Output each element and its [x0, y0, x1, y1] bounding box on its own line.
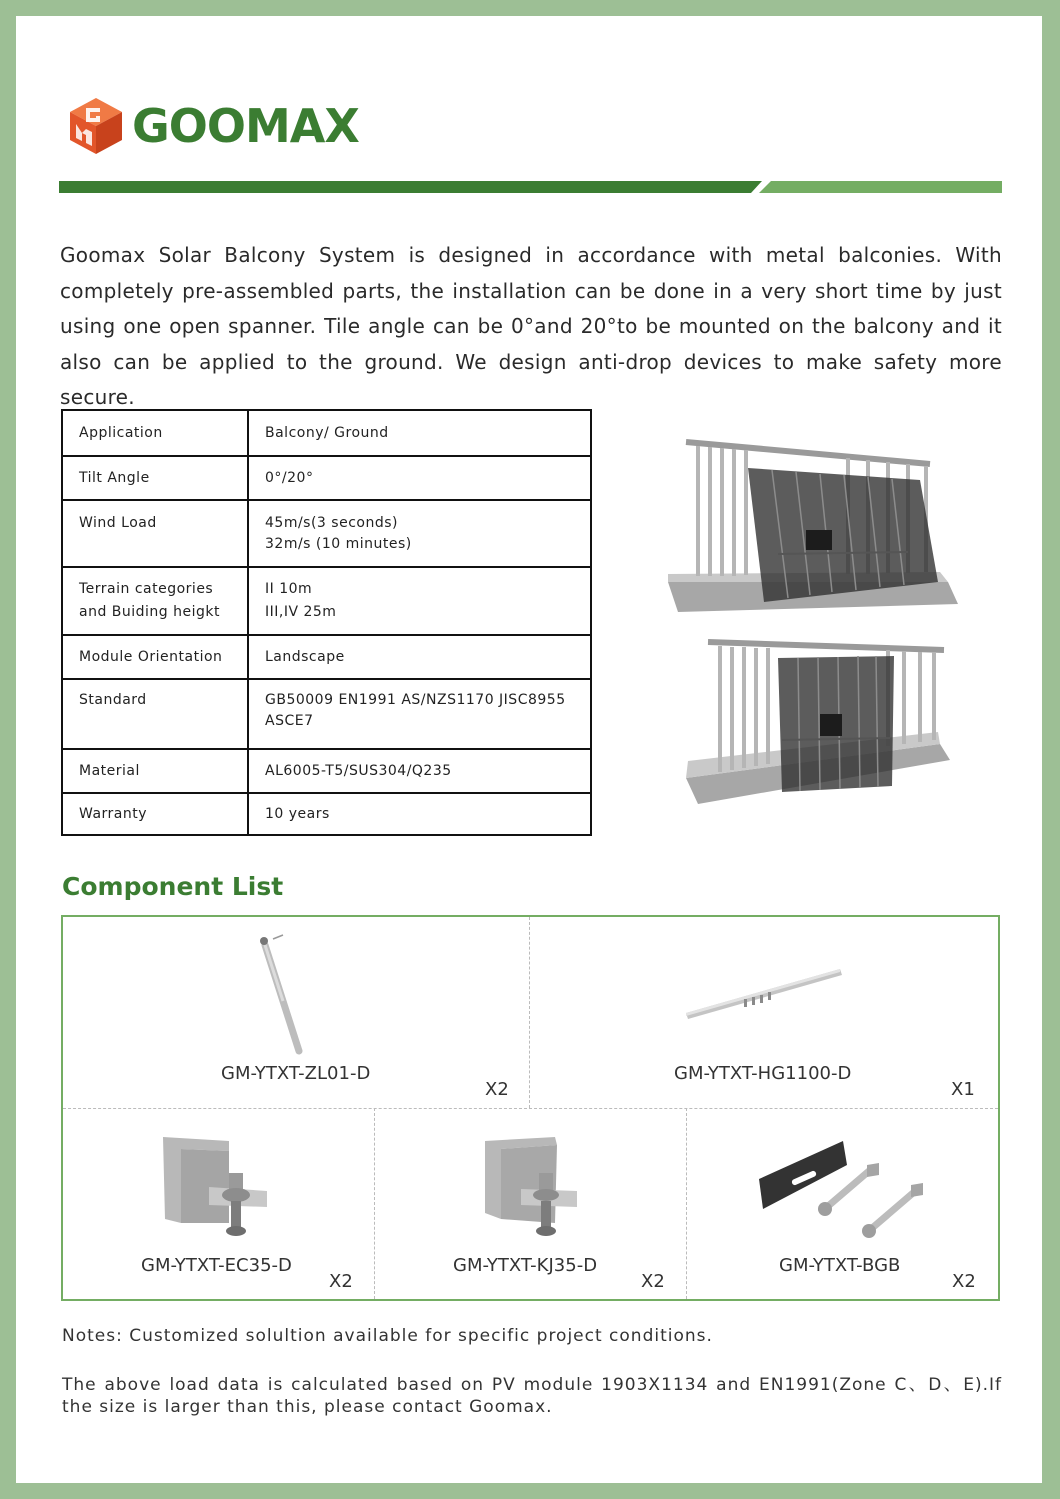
- spec-value: Landscape: [248, 635, 591, 679]
- component-item: [530, 917, 998, 1108]
- notes-text: Notes: Customized solultion available for specific project conditions.: [62, 1326, 713, 1346]
- spec-label: Wind Load: [62, 500, 248, 567]
- spec-row: [62, 793, 591, 835]
- spec-label: Tilt Angle: [62, 456, 248, 500]
- component-name: GM-YTXT-HG1100-D: [674, 1063, 852, 1084]
- spec-value: AL6005-T5/SUS304/Q235: [248, 749, 591, 793]
- component-qty: X2: [641, 1271, 665, 1292]
- header-divider: [59, 181, 1002, 193]
- spec-row: [62, 410, 591, 456]
- component-qty: X2: [952, 1271, 976, 1292]
- hook-clamp-icon: [481, 1133, 581, 1249]
- spec-table: [61, 409, 592, 836]
- balcony-vertical-illustration: [668, 636, 958, 826]
- component-list-box: [61, 915, 1000, 1301]
- component-item: [375, 1109, 686, 1299]
- spec-label: Material: [62, 749, 248, 793]
- spec-row: [62, 679, 591, 749]
- goomax-logo: [64, 94, 359, 158]
- spec-sheet-page: [16, 16, 1042, 1483]
- rail-icon: [684, 963, 844, 1023]
- end-clamp-icon: [159, 1131, 275, 1247]
- spec-row: [62, 456, 591, 500]
- plate-bolts-icon: [757, 1137, 937, 1247]
- spec-label: Module Orientation: [62, 635, 248, 679]
- component-name: GM-YTXT-KJ35-D: [453, 1255, 598, 1276]
- spec-label: Application: [62, 410, 248, 456]
- spec-value: GB50009 EN1991 AS/NZS1170 JISC8955 ASCE7: [248, 679, 591, 749]
- component-item: [687, 1109, 998, 1299]
- intro-paragraph: Goomax Solar Balcony System is designed in accordance with metal balconies. With completely pre-assembled parts, the installation can be done in a very short time by just using one open spanner. Tile angle can be 0°and 20°to be mounted on the balcony and it also can be applied to the ground. We design anti-drop devices to make safety more secure.: [60, 243, 1002, 409]
- component-name: GM-YTXT-EC35-D: [141, 1255, 292, 1276]
- spec-value: 10 years: [248, 793, 591, 835]
- telescopic-rod-icon: [253, 931, 303, 1059]
- component-qty: X1: [951, 1079, 975, 1100]
- goomax-cube-icon: [64, 94, 128, 158]
- spec-label: Standard: [62, 679, 248, 749]
- spec-label: Warranty: [62, 793, 248, 835]
- spec-row: [62, 749, 591, 793]
- component-list-title: Component List: [62, 872, 284, 901]
- spec-value: 0°/20°: [248, 456, 591, 500]
- component-name: GM-YTXT-BGB: [779, 1255, 901, 1276]
- spec-row: [62, 635, 591, 679]
- spec-label: Terrain categories and Buiding heigkt: [62, 567, 248, 635]
- component-item: [63, 1109, 374, 1299]
- spec-row: [62, 500, 591, 567]
- spec-row: [62, 567, 591, 635]
- load-data-footnote: The above load data is calculated based on PV module 1903X1134 and EN1991(Zone C、D、E).If the size is larger than this, please contact Goomax.: [62, 1375, 1002, 1417]
- component-name: GM-YTXT-ZL01-D: [221, 1063, 371, 1084]
- balcony-tilted-illustration: [668, 434, 958, 614]
- brand-name: GOOMAX: [132, 99, 359, 153]
- spec-value: 45m/s(3 seconds) 32m/s (10 minutes): [248, 500, 591, 567]
- component-item: [63, 917, 529, 1108]
- spec-value: II 10m III,IV 25m: [248, 567, 591, 635]
- component-qty: X2: [329, 1271, 353, 1292]
- component-qty: X2: [485, 1079, 509, 1100]
- spec-value: Balcony/ Ground: [248, 410, 591, 456]
